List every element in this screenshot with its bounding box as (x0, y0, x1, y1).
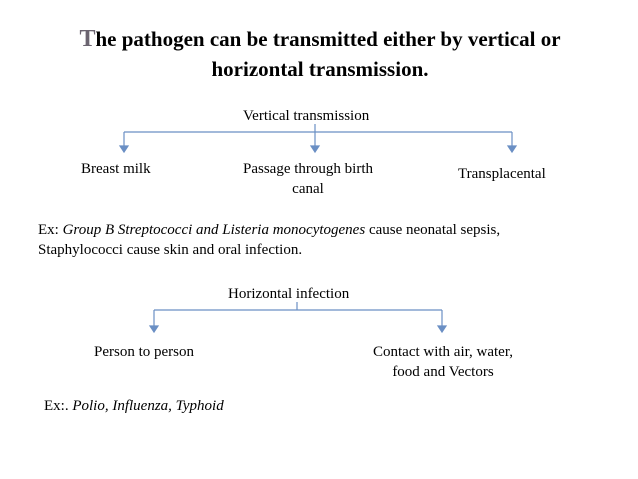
arrowhead-breast-milk (120, 146, 128, 152)
vertical-heading: Vertical transmission (243, 108, 370, 124)
vertical-example-prefix: Ex: (38, 222, 63, 238)
vertical-example (38, 220, 500, 260)
branch-transplacental: Transplacental (458, 166, 546, 182)
branch-birth-canal (222, 159, 394, 199)
vertical-example-line-2: Staphylococci cause skin and oral infection. (38, 242, 303, 258)
horizontal-example-prefix: Ex:. (44, 398, 73, 414)
title-line-1-rest: he pathogen can be transmitted either by vertical or (95, 27, 561, 51)
branch-birth-canal-line-2: canal (292, 181, 324, 197)
branch-birth-canal-line-1: Passage through birth (243, 161, 373, 177)
branch-contact (352, 342, 534, 382)
branch-breast-milk: Breast milk (81, 161, 151, 177)
horizontal-example (44, 396, 224, 416)
horizontal-heading: Horizontal infection (228, 286, 350, 302)
vertical-example-italic: Group B Streptococci and Listeria monocytogenes (62, 222, 366, 238)
branch-person-to-person: Person to person (94, 344, 194, 360)
branch-contact-line-2: food and Vectors (392, 364, 494, 380)
horizontal-example-italic: Polio, Influenza, Typhoid (72, 398, 224, 414)
branch-contact-line-1: Contact with air, water, (372, 344, 513, 360)
arrowhead-transplacental (508, 146, 516, 152)
arrowhead-birth-canal (311, 146, 319, 152)
arrowhead-contact (438, 326, 446, 332)
vertical-example-rest: cause neonatal sepsis, (365, 222, 501, 238)
arrowhead-person-to-person (150, 326, 158, 332)
title-first-letter: T (79, 26, 96, 52)
title-line-2: horizontal transmission. (211, 57, 429, 81)
vertical-example-line-1 (38, 220, 500, 240)
